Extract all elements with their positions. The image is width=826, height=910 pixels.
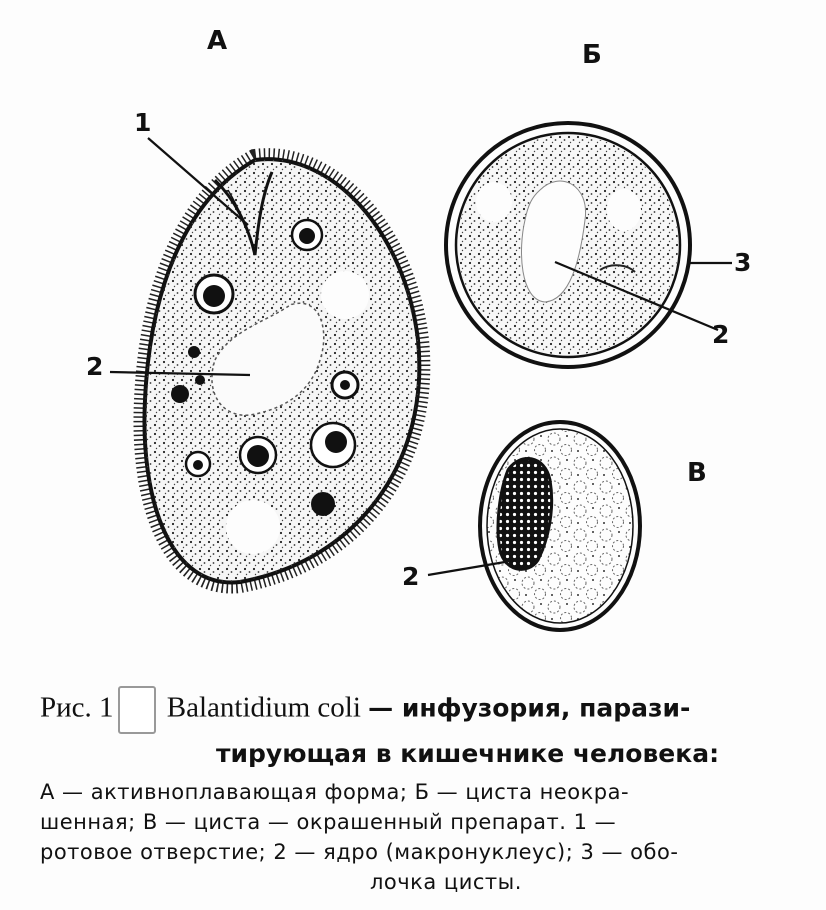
callout-2-nucleus-c: 2 [402, 562, 420, 591]
stained-cyst [480, 422, 640, 630]
legend-line-1: А — активноплавающая форма; Б — циста неокра- [40, 780, 630, 804]
figure-legend [40, 777, 790, 897]
caption-title-line [40, 686, 790, 734]
callout-2-nucleus-b: 2 [712, 320, 730, 349]
legend-line-3: ротовое отверстие; 2 — ядро (макронуклеус); 3 — обо- [40, 840, 679, 864]
panel-label-a: А [207, 26, 228, 56]
figure-caption [40, 686, 790, 897]
legend-line-2: шенная; В — циста — окрашенный препарат. 1 — [40, 810, 617, 834]
legend-line-4: лочка цисты. [370, 870, 522, 894]
callout-1-mouth: 1 [134, 108, 152, 137]
callout-2-nucleus-a: 2 [86, 352, 104, 381]
blank-box [118, 686, 156, 734]
trophozoite-cell [144, 159, 419, 582]
caption-prefix: Рис. 1 [40, 691, 114, 724]
panel-label-b: Б [582, 40, 602, 70]
panel-label-c: В [687, 458, 707, 488]
caption-latin-name: Balantidium coli [166, 691, 361, 724]
caption-line2 [40, 734, 790, 773]
unstained-cyst [446, 123, 690, 367]
callout-3-cyst-wall: 3 [734, 248, 752, 277]
caption-line2-text: тирующая в кишечнике человека: [216, 739, 720, 768]
caption-line1-rest: — инфузория, парази- [368, 693, 691, 723]
